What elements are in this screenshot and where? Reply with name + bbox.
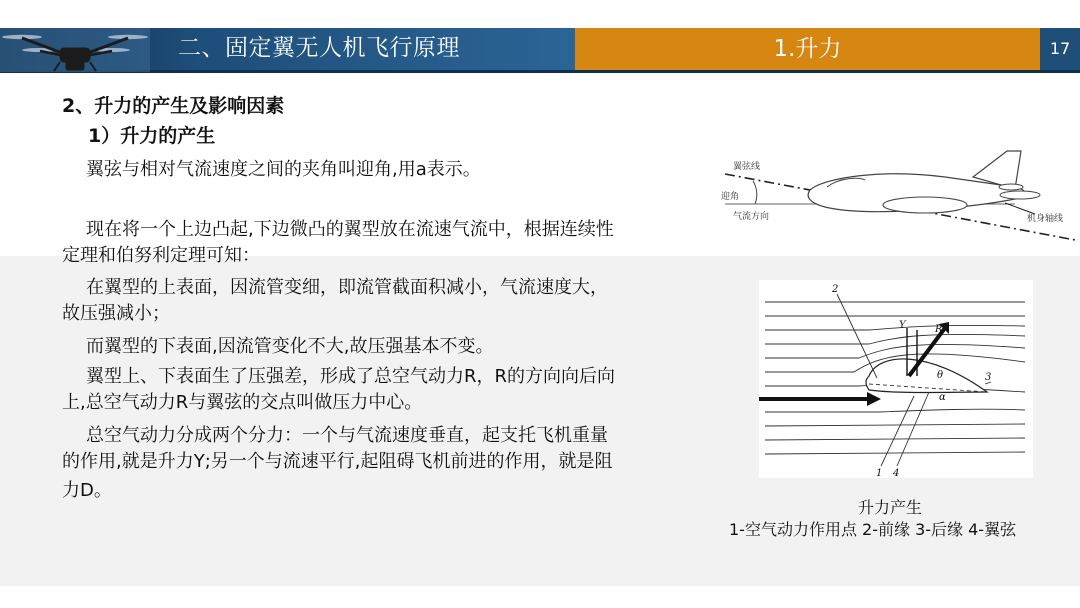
airfoil-lift-figure bbox=[759, 280, 1033, 478]
label-alpha: α bbox=[939, 392, 946, 403]
paragraph-line: 现在将一个上边凸起,下边微凸的翼型放在流速气流中，根据连续性 bbox=[86, 219, 614, 240]
figure-caption-title: 升力产生 bbox=[858, 498, 923, 517]
label-1: 1 bbox=[876, 468, 883, 478]
paragraph-line: 故压强减小； bbox=[62, 303, 170, 324]
label-R: R bbox=[935, 324, 943, 335]
label-Y: Y bbox=[899, 320, 906, 331]
paragraph-line: 翼弦与相对气流速度之间的夹角叫迎角,用a表示。 bbox=[86, 159, 481, 180]
paragraph-line: 在翼型的上表面，因流管变细，即流管截面积减小，气流速度大， bbox=[86, 277, 608, 298]
drone-logo bbox=[0, 28, 150, 72]
label-3: 3 bbox=[985, 372, 992, 383]
paragraph-line: 总空气动力分成两个分力：一个与气流速度垂直，起支托飞机重量 bbox=[86, 425, 608, 446]
paragraph-line: 的作用,就是升力Y;另一个与流速平行,起阻碍飞机前进的作用，就是阻 bbox=[62, 451, 613, 472]
page-number: 17 bbox=[1049, 39, 1071, 58]
label-theta: θ bbox=[937, 370, 944, 381]
paragraph-line: 上,总空气动力R与翼弦的交点叫做压力中心。 bbox=[62, 392, 423, 413]
airflow-direction-label: 气流方向 bbox=[733, 212, 770, 222]
paragraph-line: 定理和伯努利定理可知： bbox=[62, 245, 260, 266]
paragraph-line: 力D。 bbox=[62, 480, 112, 501]
content-heading: 2、升力的产生及影响因素 bbox=[62, 95, 285, 117]
fuselage-axis-label: 机身轴线 bbox=[1027, 214, 1064, 224]
airfoil-streamline-diagram bbox=[759, 280, 1033, 478]
figure-caption-legend: 1-空气动力作用点 2-前缘 3-后缘 4-翼弦 bbox=[729, 520, 1017, 539]
paragraph-line: 而翼型的下表面,因流管变化不大,故压强基本不变。 bbox=[86, 336, 494, 357]
page-title: 二、固定翼无人机飞行原理 bbox=[178, 35, 460, 61]
paragraph-line: 翼型上、下表面生了压强差，形成了总空气动力R，R的方向向后向 bbox=[86, 366, 616, 387]
label-2: 2 bbox=[832, 284, 839, 295]
aircraft-diagram bbox=[715, 147, 1077, 247]
header-underline bbox=[0, 70, 1080, 73]
label-4: 4 bbox=[893, 468, 900, 478]
angle-of-attack-label: 迎角 bbox=[721, 192, 740, 202]
aircraft-angle-figure bbox=[715, 147, 1077, 247]
content-subheading: 1）升力的产生 bbox=[88, 125, 216, 147]
section-label: 1.升力 bbox=[773, 36, 842, 62]
chord-line-label: 翼弦线 bbox=[733, 162, 761, 172]
